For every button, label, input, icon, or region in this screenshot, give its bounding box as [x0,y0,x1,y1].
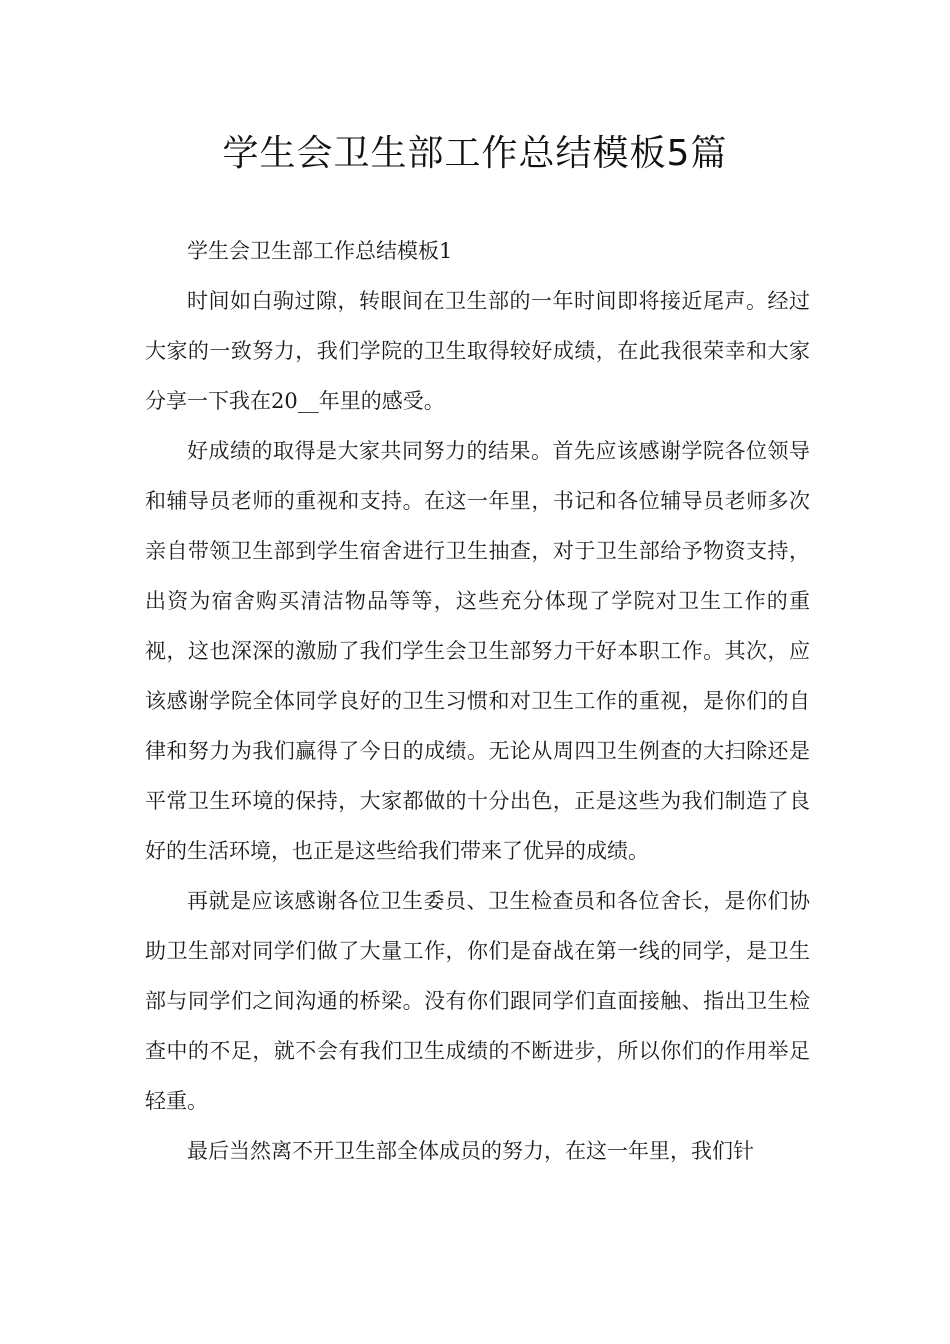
paragraph-3: 再就是应该感谢各位卫生委员、卫生检查员和各位舍长，是你们协助卫生部对同学们做了大量工作，你们是奋战在第一线的同学，是卫生部与同学们之间沟通的桥梁。没有你们跟同学们直面接触、指出卫生检查中的不足，就不会有我们卫生成绩的不断进步，所以你们的作用举足轻重。 [145,889,810,1113]
paragraph-2: 好成绩的取得是大家共同努力的结果。首先应该感谢学院各位领导和辅导员老师的重视和支持。在这一年里，书记和各位辅导员老师多次亲自带领卫生部到学生宿舍进行卫生抽查，对于卫生部给予物资支持，出资为宿舍购买清洁物品等等，这些充分体现了学院对卫生工作的重视，这也深深的激励了我们学生会卫生部努力干好本职工作。其次，应该感谢学院全体同学良好的卫生习惯和对卫生工作的重视，是你们的自律和努力为我们赢得了今日的成绩。无论从周四卫生例查的大扫除还是平常卫生环境的保持，大家都做的十分出色，正是这些为我们制造了良好的生活环境，也正是这些给我们带来了优异的成绩。 [145,439,810,863]
section-heading: 学生会卫生部工作总结模板1 [187,239,453,263]
document-title: 学生会卫生部工作总结模板5篇 [222,133,728,174]
paragraph-1: 时间如白驹过隙，转眼间在卫生部的一年时间即将接近尾声。经过大家的一致努力，我们学院的卫生取得较好成绩，在此我很荣幸和大家分享一下我在20__年里的感受。 [145,289,810,413]
paragraph-4: 最后当然离不开卫生部全体成员的努力，在这一年里，我们针 [187,1139,754,1163]
document-body [145,226,810,1176]
